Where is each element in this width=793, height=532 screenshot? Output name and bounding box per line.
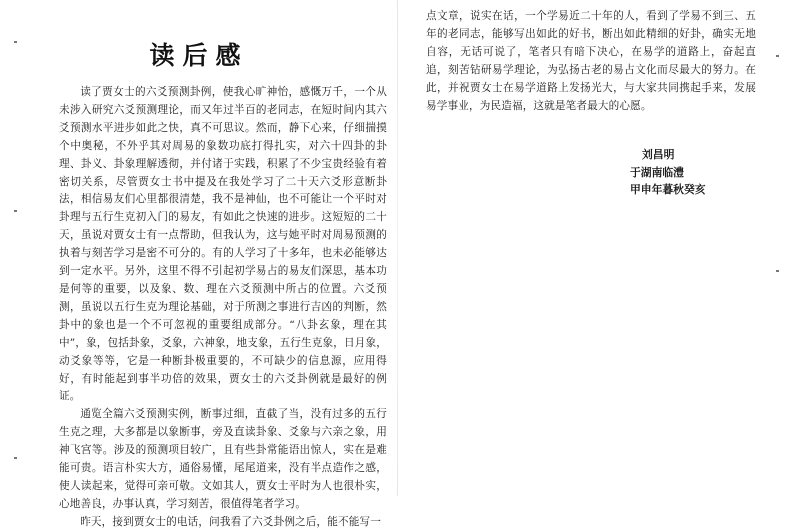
page-title: 读后感	[149, 41, 249, 70]
scan-speck	[14, 210, 17, 212]
signature-place: 于湖南临澧	[630, 165, 684, 179]
signature-author: 刘昌明	[642, 148, 675, 161]
left-page	[0, 0, 398, 528]
paragraph-continued: 点文章，说实在话，一个学易近二十年的人，看到了学易不到三、五年的老同志，能够写出如此的好书，断出如此精细的好卦，确实无地自容，无话可说了，笔者只有暗下决心，在易学的道路上，奋起直追，刻苦钻研易学理论，为弘扬古老的易占文化而尽最大的努力。在此，并祝贾女士在易学道路上发扬光大，与大家共同携起手来，发展易学事业，为民造福，这就是笔者最大的心愿。	[426, 10, 756, 112]
scan-speck	[776, 270, 779, 272]
right-page	[398, 0, 793, 496]
scan-speck	[776, 55, 779, 57]
paragraph-3: 昨天，接到贾女士的电话，问我看了六爻卦例之后，能不能写一	[80, 515, 382, 528]
signature-block	[630, 146, 730, 199]
scan-speck	[14, 41, 17, 43]
left-page-body	[59, 84, 387, 532]
signature-date: 甲申年暮秋癸亥	[630, 183, 706, 197]
right-page-body	[426, 8, 756, 115]
scan-speck	[14, 457, 17, 459]
paragraph-2: 通览全篇六爻预测实例，断事过细，直截了当，没有过多的五行生克之理，大多都是以象断事，旁及直读卦象、爻象与六亲之象，用神飞宫等。涉及的预测项目较广，且有些卦常能语出惊人，实在是难能可贵。语言朴实大方，通俗易懂，尾尾道来，没有半点造作之感，使人读起来，觉得可亲可敬。文如其人，贾女士平时为人也很朴实，心地善良，办事认真，学习刻苦，很值得笔者学习。	[59, 408, 387, 510]
paragraph-1: 读了贾女士的六爻预测卦例，使我心旷神怡，感慨万千，一个从未涉入研究六爻预测理论，而又年过半百的老同志，在短时间内其六爻预测水平进步如此之快，真不可思议。然而，静下心来，仔细揣摸个中奥秘，不外乎其对周易的象数功底打得扎实，对六十四卦的卦理、卦义、卦象理解透彻，并付诸于实践，积累了不少宝贵经验有着密切关系，尽管贾女士书中提及在我处学习了二十天六爻形意断卦法，相信易友们心里都很清楚，我不是神仙，也不可能让一个平时对卦理与五行生克初入门的易友，有如此之快速的进步。这短短的二十天，虽说对贾女士有一点帮助，但我认为，这与她平时对周易预测的执着与刻苦学习是密不可分的。有的人学习了十多年，也未必能够达到一定水平。另外，这里不得不引起初学易占的易友们深思，基本功是何等的重要，以及象、数、理在六爻预测中所占的位置。六爻预测，虽说以五行生克为理论基础，对于所测之事进行吉凶的判断，然卦中的象也是一个不可忽视的重要组成部分。“八卦玄象，理在其中”，象，包括卦象，爻象，六神象，地支象，五行生克象，日月象，动爻象等等，它是一种断卦极重要的，不可缺少的信息源，应用得好，有时能起到事半功倍的效果，贾女士的六爻卦例就是最好的例证。	[59, 86, 387, 403]
